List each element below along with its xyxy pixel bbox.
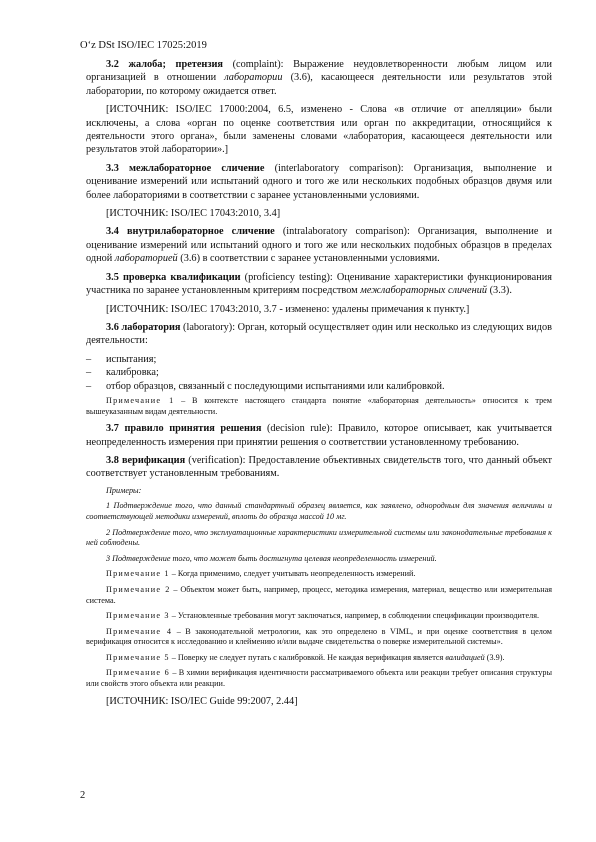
term-name: лаборатория [121, 321, 181, 333]
term-definition: Организация, выполнение и оценивание измерений или испытаний одного и того же или нескольких подобных образцов двумя или более лабораториями в соответствии с заранее установленными условиями. [86, 162, 553, 201]
term-name: межлабораторное сличение [129, 162, 265, 174]
note-label: Примечание 6 [106, 668, 170, 678]
list-item: – калибровка; [86, 367, 159, 379]
term-english: (laboratory): [180, 321, 238, 333]
note-reference: валидацией [445, 652, 485, 662]
term-definition-end: (3.3). [487, 285, 512, 297]
term-definition: Оценивание характеристики функционирования участника по заранее установленным критериям посредством [86, 271, 552, 297]
note-3-6-1 [86, 396, 552, 417]
document-body [86, 58, 552, 713]
term-english: (verification): [185, 454, 249, 466]
example-1: 1 Подтверждение того, что данный стандартный образец является, как заявлено, однородным для значения величины и соответствующей методики измерений, вплоть до образца массой 10 мг. [86, 501, 552, 521]
term-3-7 [86, 422, 552, 449]
term-name: жалоба; претензия [128, 59, 223, 70]
note-text: – В химии верификация идентичности рассматриваемого объекта или реакции требует описания структуры или свойств этого объекта или реакции. [86, 668, 552, 689]
term-3-8 [86, 454, 552, 481]
term-3-6 [86, 321, 552, 348]
source-3-2: [ИСТОЧНИК: ISO/IEC 17000:2004, 6.5, изменено - Слова «в отличие от апелляции» были исключены, а слова «орган по оценке соответствия или орган по аккредитации, относящийся к деятельности этого органа», были заменены словами «лаборатория, касающееся деятельности или результатов этой лаборатории».] [86, 104, 552, 156]
term-definition: Предоставление объективных свидетельств того, что данный объект соответствует установленным требованиям. [86, 454, 553, 480]
list-item: – испытания; [86, 353, 157, 365]
term-number: 3.3 [106, 162, 119, 174]
term-3-3 [86, 162, 552, 202]
examples-label: Примеры: [106, 485, 142, 495]
term-reference: лабораторией [114, 253, 178, 265]
term-english: (proficiency testing): [240, 271, 337, 283]
term-name: правило принятия решения [124, 423, 262, 435]
term-number: 3.6 [106, 321, 119, 333]
standard-code-header: O‘z DSt ISO/IEC 17025:2019 [80, 40, 207, 51]
laboratory-activities-list [86, 353, 552, 393]
term-3-2 [86, 58, 552, 98]
term-name: верификация [121, 454, 186, 466]
note-label: Примечание 1 [106, 569, 170, 579]
note-text: – В контексте настоящего стандарта понятие «лабораторная деятельность» относится к трем вышеуказанным видам деятельности. [86, 395, 552, 416]
term-definition: Организация, выполнение и оценивание измерений или испытаний одного и того же или нескольких подобных образцов в пределах одной [86, 226, 553, 265]
page-number: 2 [80, 790, 86, 801]
term-number: 3.5 [106, 271, 119, 283]
note-label: Примечание 2 [106, 584, 171, 594]
term-english: (complaint): [222, 59, 294, 70]
term-name: внутрилабораторное сличение [126, 226, 275, 238]
source-3-8: [ИСТОЧНИК: ISO/IEC Guide 99:2007, 2.44] [106, 695, 298, 707]
example-2: 2 Подтверждение того, что эксплуатационные характеристики измерительной системы или законодательные требования к ней соблюдены. [86, 527, 552, 548]
note-label: Примечание 3 [106, 611, 170, 621]
note-label: Примечание 1 [106, 395, 175, 405]
note-text: – Установленные требования могут заключаться, например, в соблюдении спецификации производителя. [169, 611, 540, 621]
term-name: проверка квалификации [122, 271, 241, 283]
source-3-3: [ИСТОЧНИК: ISO/IEC 17043:2010, 3.4] [106, 208, 281, 220]
note-3-8-2 [86, 585, 552, 606]
term-number: 3.7 [106, 423, 119, 435]
note-text: – Поверку не следует путать с калибровкой. Не каждая верификация является [169, 652, 446, 662]
note-label: Примечание 4 [106, 626, 173, 636]
term-english: (decision rule): [261, 423, 339, 435]
note-3-8-1 [86, 569, 552, 580]
term-3-5 [86, 271, 552, 298]
note-3-8-4 [86, 627, 552, 648]
term-english: (intralaboratory comparison): [274, 226, 418, 238]
list-item: – отбор образцов, связанный с последующими испытаниями или калибровкой. [86, 380, 445, 392]
term-number: 3.8 [106, 454, 119, 466]
note-3-8-6 [86, 668, 552, 689]
note-text: – Объектом может быть, например, процесс, методика измерения, материал, вещество или измерительная система. [86, 584, 552, 605]
note-3-8-3 [86, 611, 552, 622]
term-definition: Орган, который осуществляет один или несколько из следующих видов деятельности: [86, 321, 553, 347]
note-3-8-5 [86, 653, 552, 664]
note-label: Примечание 5 [106, 652, 170, 662]
term-number: 3.2 [106, 59, 119, 70]
term-definition: Правило, которое описывает, как учитывается неопределенность измерения при принятии решения о соответствии установленному требованию. [86, 423, 553, 448]
term-definition-end: (3.6) в соответствии с заранее установленными условиями. [177, 253, 440, 265]
term-reference: лаборатории [224, 72, 283, 84]
term-3-4 [86, 225, 552, 265]
note-text: – В законодательной метрологии, как это определено в VIML, и при оценке соответствия в целом верификация относится к исследованию и клеймению и/или выдаче свидетельства о поверке измерительной системы». [86, 626, 552, 647]
source-3-5: [ИСТОЧНИК: ISO/IEC 17043:2010, 3.7 - изменено: удалены примечания к пункту.] [106, 303, 470, 315]
term-definition-end: (3.6), касающееся деятельности или результатов этой лаборатории, по которому ожидается ответ. [86, 72, 552, 97]
note-text-end: (3.9). [484, 652, 505, 662]
term-english: (interlaboratory comparison): [264, 162, 414, 174]
term-reference: межлабораторных сличений [360, 285, 488, 297]
example-3: 3 Подтверждение того, что может быть достигнута целевая неопределенность измерений. [106, 553, 437, 563]
term-definition: Выражение неудовлетворенности любым лицом или организацией в отношении [86, 59, 553, 84]
note-text: – Когда применимо, следует учитывать неопределенность измерений. [169, 569, 416, 579]
term-number: 3.4 [106, 226, 119, 238]
